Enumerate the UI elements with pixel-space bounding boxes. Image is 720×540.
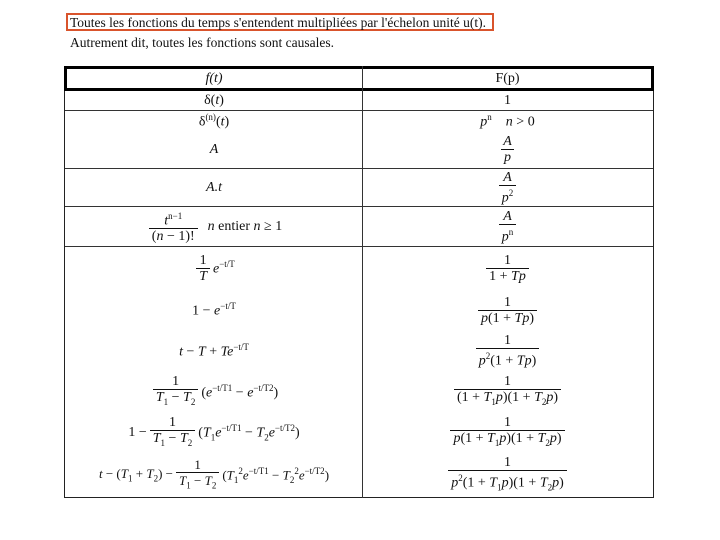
table-row-laplace: A p <box>363 131 652 168</box>
table-row-laplace: 1 $(1 + T_1p)(1 + T_2p)$ <box>363 374 652 410</box>
header-time-domain: f(t) <box>205 70 223 86</box>
intro-line-2: Autrement dit, toutes les fonctions sont causales. <box>70 35 334 50</box>
table-row-time: $\delta^{(n)}(t)$ <box>198 111 230 130</box>
table-row-laplace: A $p^2$ <box>363 169 652 206</box>
table-row-laplace: 1 <box>504 93 511 108</box>
table-row-time: A <box>209 141 219 157</box>
table-row-time: $1 - e^{-t/T}$ <box>192 300 236 319</box>
table-row-time: A.t <box>206 179 222 195</box>
intro-line-1: Toutes les fonctions du temps s'entendent multipliées par l'échelon unité u(t). <box>70 15 486 30</box>
table-row-laplace: 1 $p^2(1 + T_1p)(1 + T_2p)$ <box>363 456 652 494</box>
header-laplace-domain: F(p) <box>495 70 520 86</box>
table-row-time: δ(t) <box>204 93 224 108</box>
table-row-time: $t - (T_1 + T_2)$ − $\frac{1}{T_1 - T_2}$ $(T_1^2e^{-t/T1} - T_2^2e^{-t/T2})$ <box>66 456 362 494</box>
table-row-laplace: $p^n$ n > 0 <box>480 111 535 130</box>
table-row-time: 1 T $e^{-t/T}$ <box>66 250 362 286</box>
table-row-laplace: 1 1 + Tp <box>363 250 652 286</box>
table-row-time: 1 $T_1 - T_2$ $(e^{-t/T1} - e^{-t/T2})$ <box>66 374 362 410</box>
table-row-laplace: 1 p(1 + Tp) <box>363 292 652 328</box>
table-row-time: 1 − $\frac{1}{T_1 - T_2}$ $(T_1e^{-t/T1} - T_2e^{-t/T2})$ <box>66 415 362 451</box>
table-row-laplace: A $p^n$ <box>363 207 652 246</box>
table-row-laplace: 1 $p(1 + T_1p)(1 + T_2p)$ <box>363 415 652 451</box>
table-row-time: $t - T + Te^{-t/T}$ <box>179 341 249 360</box>
table-row-laplace: 1 $p^2(1 + Tp)$ <box>363 333 652 369</box>
row-divider <box>65 246 653 247</box>
table-row-time: $t^{n-1}$ (n − 1)! n entier n ≥ 1 <box>66 207 362 246</box>
